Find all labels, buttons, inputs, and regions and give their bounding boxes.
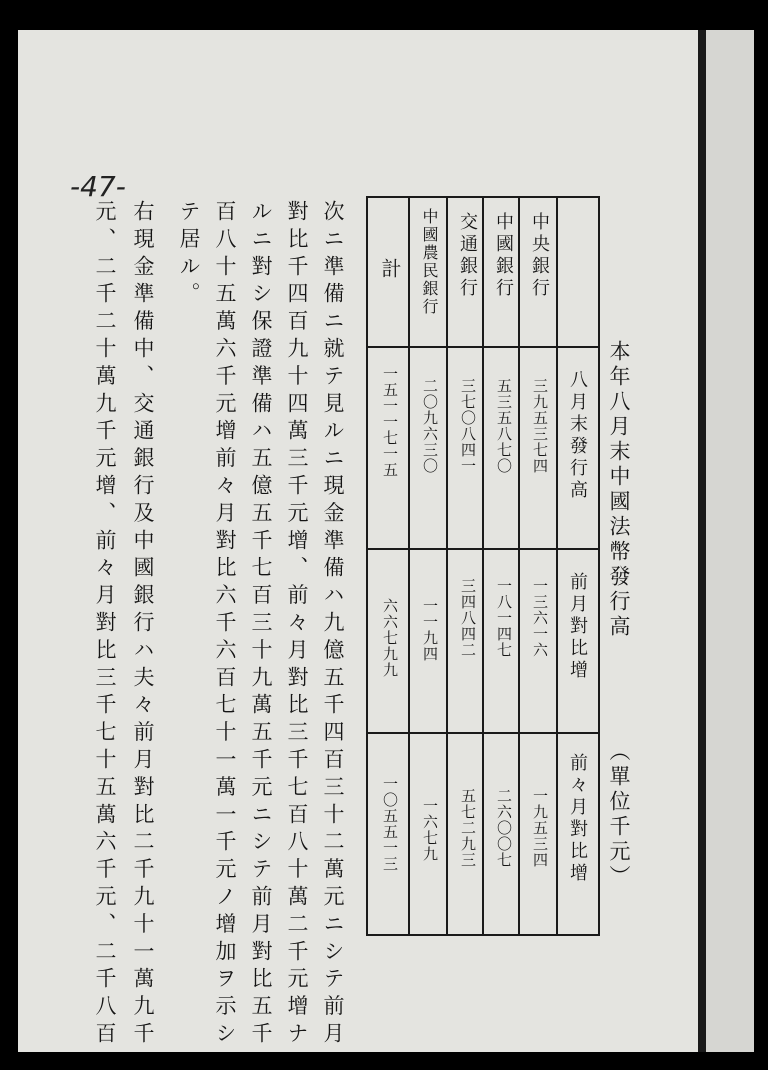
table-cell: 六六七九九 [381, 598, 399, 678]
row-bank: 中央銀行 [529, 212, 550, 300]
row-bank: 中國銀行 [493, 212, 514, 300]
row-bank: 交通銀行 [457, 212, 478, 300]
header-prev-month: 前月對比增 [567, 572, 588, 682]
header-issue: 八月末發行高 [567, 370, 588, 502]
table-cell: 一〇五五一三 [381, 776, 399, 872]
body-line: 對比千四百九十四萬三千元增、前々月對比三千七百八十萬二千元增ナ [285, 200, 309, 1050]
banknote-issue-table [366, 196, 600, 936]
body-line: テ居ル。 [177, 200, 201, 310]
header-two-months: 前々月對比增 [567, 753, 588, 885]
table-cell: 三七〇八四一 [459, 378, 477, 474]
row-total: 計 [378, 258, 402, 282]
table-cell: 一八一四七 [495, 578, 513, 658]
row-bank: 中國農民銀行 [420, 208, 439, 316]
table-cell: 二六〇〇七 [495, 788, 513, 868]
table-title: 本年八月末中國法幣發行高 [607, 340, 631, 640]
table-cell: 一五一一七一五 [381, 366, 399, 478]
body-line: 元、二千二十萬九千元增、前々月對比三千七十五萬六千元、二千八百 [93, 200, 117, 1050]
page-number: -47- [70, 170, 126, 203]
table-cell: 三四八四二 [459, 578, 477, 658]
table-cell: 一三六一六 [531, 578, 549, 658]
body-line: ルニ對シ保證準備ハ五億五千七百三十九萬五千元ニシテ前月對比五千 [249, 200, 273, 1050]
unit-note: （單位千元） [607, 740, 631, 890]
next-page-edge [706, 30, 754, 1052]
table-cell: 一一九四 [421, 598, 439, 662]
table-cell: 五七二九三 [459, 788, 477, 868]
table-cell: 二〇九六三〇 [421, 378, 439, 474]
table-cell: 五三五八七〇 [495, 378, 513, 474]
body-line: 次ニ準備ニ就テ見ルニ現金準備ハ九億五千四百三十二萬元ニシテ前月 [321, 200, 345, 1050]
body-line: 百八十五萬六千元增前々月對比六千六百七十一萬一千元ノ增加ヲ示シ [213, 200, 237, 1050]
table-cell: 一九五三四 [531, 788, 549, 868]
table-cell: 三九五三七四 [531, 378, 549, 474]
body-line: 右現金準備中、交通銀行及中國銀行ハ夫々前月對比二千九十一萬九千 [131, 200, 155, 1050]
table-cell: 一六七九 [421, 798, 439, 862]
book-spine [698, 30, 706, 1052]
